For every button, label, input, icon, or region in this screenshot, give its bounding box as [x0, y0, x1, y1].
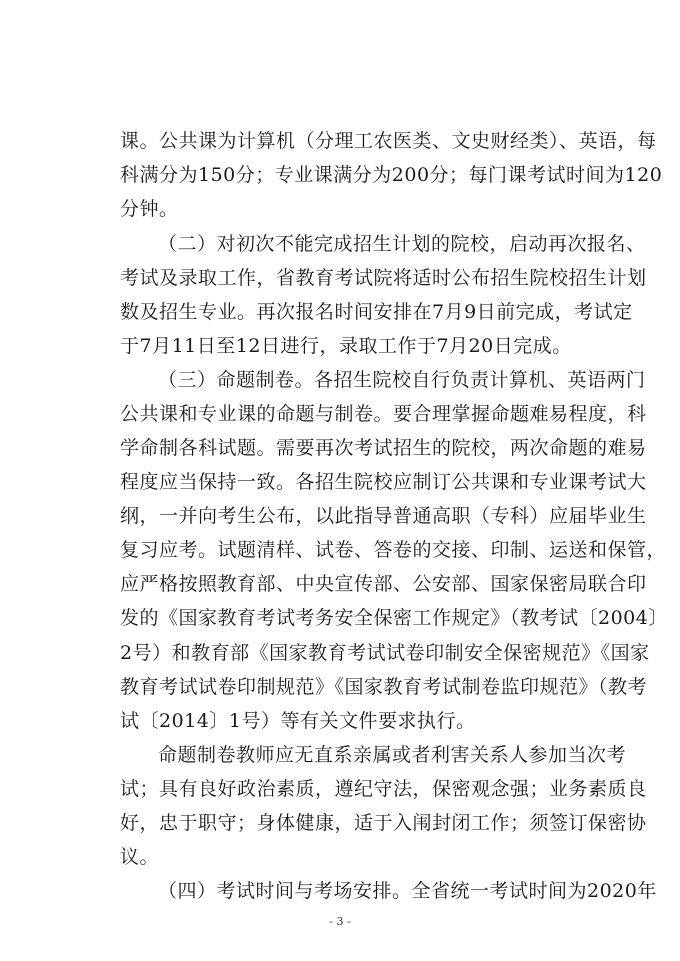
- page-number: - 3 -: [329, 915, 351, 928]
- paragraph-start-line: 命题制卷教师应无直系亲属或者利害关系人参加当次考: [158, 744, 627, 766]
- text-line: 2号）和教育部《国家教育考试试卷印制安全保密规范》《国家: [120, 642, 650, 664]
- text-line: 数及招生专业。再次报名时间安排在7月9日前完成，考试定: [120, 301, 633, 323]
- text-line: 试〔2014〕1号）等有关文件要求执行。: [120, 710, 476, 732]
- text-line: 程度应当保持一致。各招生院校应制订公共课和专业课考试大: [120, 471, 647, 493]
- text-line: 于7月11日至12日进行，录取工作于7月20日完成。: [120, 335, 572, 357]
- text-line: 公共课和专业课的命题与制卷。要合理掌握命题难易程度，科: [120, 403, 647, 425]
- text-line: 课。公共课为计算机（分理工农医类、文史财经类）、英语，每: [120, 130, 657, 152]
- text-line: 教育考试试卷印制规范》《国家教育考试制卷监印规范》（教考: [120, 676, 648, 698]
- text-line: 科满分为150分；专业课满分为200分；每门课考试时间为120: [120, 164, 663, 186]
- text-line: 议。: [120, 846, 160, 868]
- text-line: 纲，一并向考生公布，以此指导普通高职（专科）应届毕业生: [120, 505, 647, 527]
- text-line: 应严格按照教育部、中央宣传部、公安部、国家保密局联合印: [120, 573, 647, 595]
- text-line: 试；具有良好政治素质，遵纪守法，保密观念强；业务素质良: [120, 778, 647, 800]
- text-line: 发的《国家教育考试考务安全保密工作规定》（教考试〔2004〕: [120, 607, 668, 629]
- text-line: 学命制各科试题。需要再次考试招生的院校，两次命题的难易: [120, 437, 647, 459]
- paragraph-start-line: （三）命题制卷。各招生院校自行负责计算机、英语两门: [158, 369, 646, 391]
- paragraph-start-line: （二）对初次不能完成招生计划的院校，启动再次报名、: [158, 233, 646, 255]
- text-line: 复习应考。试题清样、试卷、答卷的交接、印制、运送和保管，: [120, 539, 667, 561]
- paragraph-start-line: （四）考试时间与考场安排。全省统一考试时间为2020年: [158, 880, 657, 902]
- text-line: 考试及录取工作，省教育考试院将适时公布招生院校招生计划: [120, 267, 647, 289]
- text-line: 好，忠于职守；身体健康，适于入闱封闭工作；须签订保密协: [120, 812, 647, 834]
- text-line: 分钟。: [120, 198, 179, 220]
